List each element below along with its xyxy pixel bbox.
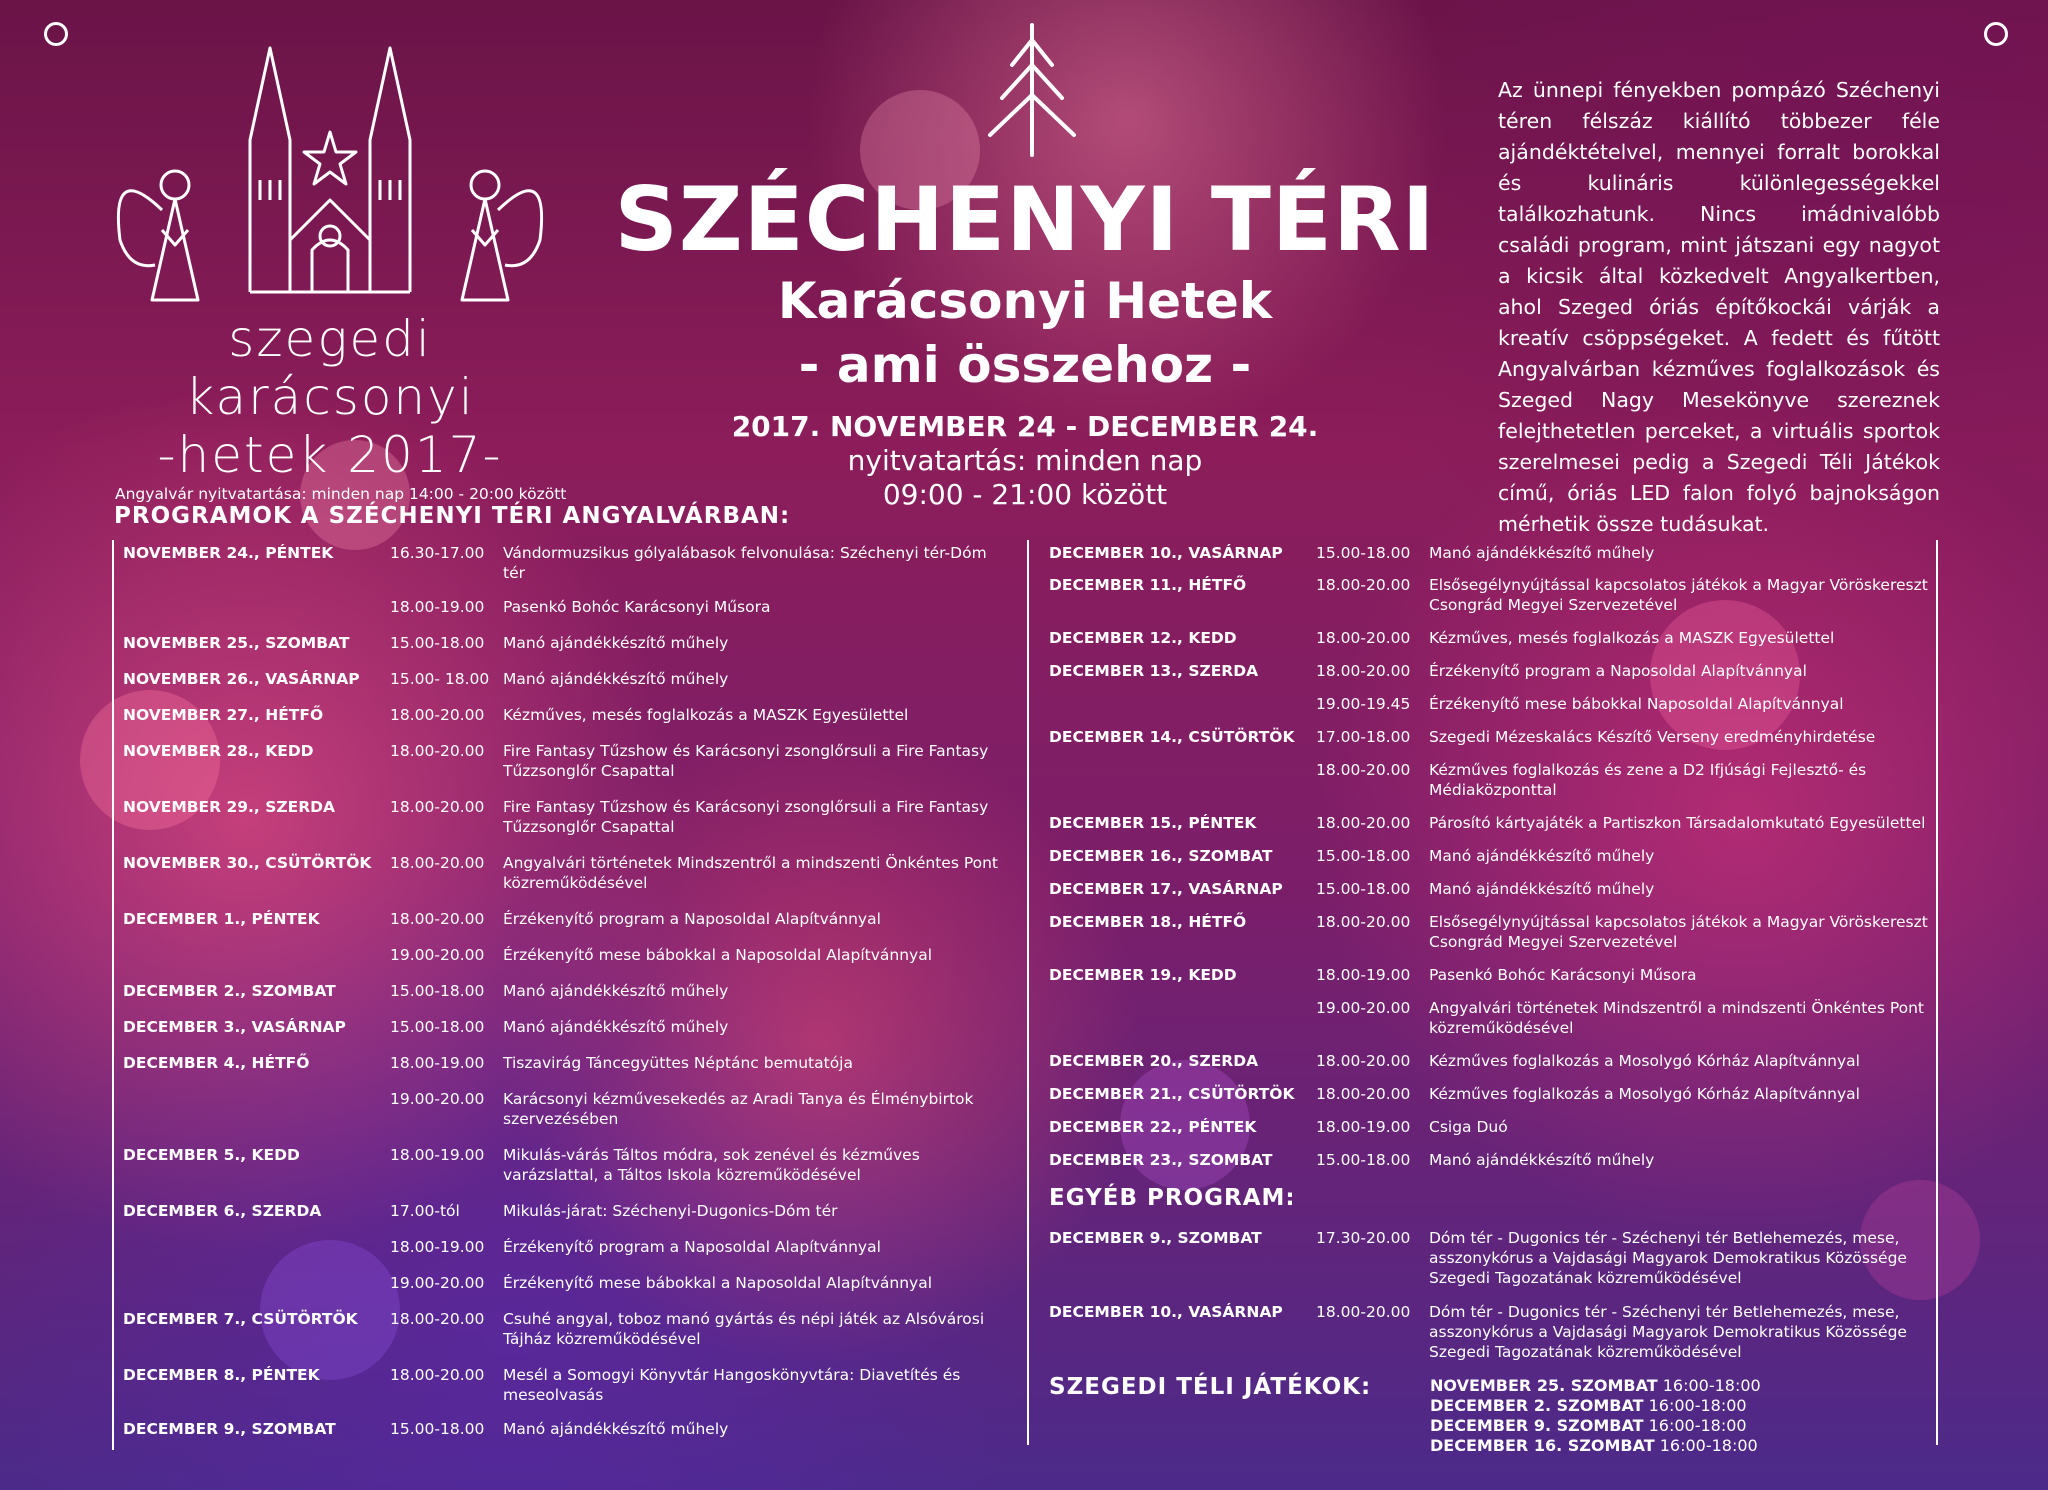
- schedule-program: Érzékenyítő program a Naposoldal Alapítvánnyal: [1429, 662, 1807, 680]
- schedule-time: 17.30-20.00: [1316, 1229, 1411, 1247]
- hanging-hole: [1984, 22, 2008, 46]
- schedule-time: 19.00-20.00: [390, 1090, 485, 1108]
- schedule-time: 15.00-18.00: [390, 634, 485, 652]
- schedule-day: DECEMBER 21., CSÜTÖRTÖK: [1049, 1085, 1295, 1103]
- winter-game-date: [1430, 1396, 1761, 1416]
- schedule-time: 17.00-18.00: [1316, 728, 1411, 746]
- schedule-program: Angyalvári történetek Mindszentről a mindszenti Önkéntes Pont közreműködésével: [503, 854, 999, 892]
- programs-heading: PROGRAMOK A SZÉCHENYI TÉRI ANGYALVÁRBAN:: [114, 503, 791, 529]
- schedule-day: DECEMBER 12., KEDD: [1049, 629, 1237, 647]
- winter-game-time: 16:00-18:00: [1648, 1416, 1747, 1435]
- schedule-program: Kézműves, mesés foglalkozás a MASZK Egyesülettel: [503, 706, 909, 724]
- schedule-program: Kézműves, mesés foglalkozás a MASZK Egyesülettel: [1429, 629, 1835, 647]
- schedule-day: NOVEMBER 26., VASÁRNAP: [123, 670, 360, 688]
- schedule-day: DECEMBER 10., VASÁRNAP: [1049, 544, 1283, 562]
- schedule-time: 17.00-tól: [390, 1202, 460, 1220]
- schedule-time: 18.00-20.00: [1316, 761, 1411, 779]
- middle-column-divider: [1027, 540, 1029, 1445]
- logo-line-1: szegedi karácsonyi: [185, 310, 475, 426]
- schedule-time: 19.00-19.45: [1316, 695, 1411, 713]
- schedule-time: 18.00-19.00: [390, 1238, 485, 1256]
- hanging-hole: [44, 22, 68, 46]
- schedule-time: 18.00-19.00: [390, 1054, 485, 1072]
- schedule-time: 18.00-20.00: [1316, 629, 1411, 647]
- schedule-day: DECEMBER 7., CSÜTÖRTÖK: [123, 1310, 358, 1328]
- winter-games-list: [1430, 1376, 1761, 1456]
- schedule-day: NOVEMBER 27., HÉTFŐ: [123, 706, 324, 724]
- schedule-day: DECEMBER 10., VASÁRNAP: [1049, 1303, 1283, 1321]
- winter-game-time: 16:00-18:00: [1648, 1396, 1747, 1415]
- schedule-day: DECEMBER 23., SZOMBAT: [1049, 1151, 1273, 1169]
- schedule-time: 18.00-20.00: [390, 854, 485, 872]
- schedule-program: Fire Fantasy Tűzshow és Karácsonyi zsonglőrsuli a Fire Fantasy Tűzzsonglőr Csapattal: [503, 742, 989, 780]
- schedule-program: Érzékenyítő mese bábokkal Naposoldal Alapítvánnyal: [1429, 695, 1844, 713]
- schedule-day: DECEMBER 2., SZOMBAT: [123, 982, 336, 1000]
- schedule-program: Csiga Duó: [1429, 1118, 1508, 1136]
- schedule-program: Angyalvári történetek Mindszentről a mindszenti Önkéntes Pont közreműködésével: [1429, 999, 1925, 1037]
- schedule-program: Érzékenyítő mese bábokkal a Naposoldal Alapítvánnyal: [503, 946, 933, 964]
- schedule-day: NOVEMBER 24., PÉNTEK: [123, 544, 334, 562]
- angyalvar-hours-note: Angyalvár nyitvatartása: minden nap 14:00 - 20:00 között: [115, 485, 567, 503]
- schedule-program: Manó ajándékkészítő műhely: [503, 1420, 729, 1438]
- intro-paragraph: Az ünnepi fényekben pompázó Széchenyi téren félszáz kiállító többezer féle ajándéktételvel, mennyei forralt borokkal és kulináris különlegességekkel találkozhatunk. Nincs imádnivalóbb családi program, mint játszani egy nagyot a kicsik által közkedvelt Angyalkertben, ahol Szeged óriás építőkockái várják a kreatív csöppségeket. A fedett és fűtött Angyalvárban kézműves foglalkozások és Szeged Nagy Mesekönyve szereznek felejthetetlen perceket, a virtuális sportok szerelmesei pedig a Szegedi Téli Játékok című, óriás LED falon folyó bajnokságon mérhetik össze tudásukat.: [1498, 78, 1940, 536]
- schedule-day: DECEMBER 22., PÉNTEK: [1049, 1118, 1257, 1136]
- winter-game-day: NOVEMBER 25. SZOMBAT: [1430, 1376, 1658, 1395]
- schedule-program: Mikulás-várás Táltos módra, sok zenével és kézműves varázslattal, a Táltos Iskola közreműködésével: [503, 1146, 920, 1184]
- christmas-tree-icon: [975, 20, 1090, 160]
- schedule-program: Manó ajándékkészítő műhely: [503, 670, 729, 688]
- schedule-time: 18.00-20.00: [1316, 1303, 1411, 1321]
- winter-game-time: 16:00-18:00: [1662, 1376, 1761, 1395]
- schedule-day: DECEMBER 16., SZOMBAT: [1049, 847, 1273, 865]
- schedule-time: 18.00-20.00: [390, 742, 485, 760]
- schedule-day: DECEMBER 3., VASÁRNAP: [123, 1018, 346, 1036]
- schedule-time: 15.00-18.00: [1316, 847, 1411, 865]
- schedule-day: DECEMBER 11., HÉTFŐ: [1049, 576, 1247, 594]
- schedule-day: DECEMBER 15., PÉNTEK: [1049, 814, 1257, 832]
- schedule-day: NOVEMBER 25., SZOMBAT: [123, 634, 350, 652]
- schedule-time: 15.00-18.00: [390, 982, 485, 1000]
- schedule-program: Fire Fantasy Tűzshow és Karácsonyi zsonglőrsuli a Fire Fantasy Tűzzsonglőr Csapattal: [503, 798, 989, 836]
- schedule-program: Mesél a Somogyi Könyvtár Hangoskönyvtára: Diavetítés és meseolvasás: [503, 1366, 961, 1404]
- schedule-time: 18.00-19.00: [390, 598, 485, 616]
- schedule-program: Manó ajándékkészítő műhely: [1429, 544, 1655, 562]
- schedule-program: Elsősegélynyújtással kapcsolatos játékok a Magyar Vöröskereszt Csongrád Megyei Szervezetével: [1429, 576, 1928, 614]
- schedule-day: DECEMBER 13., SZERDA: [1049, 662, 1259, 680]
- schedule-day: DECEMBER 18., HÉTFŐ: [1049, 913, 1247, 931]
- date-range: 2017. NOVEMBER 24 - DECEMBER 24.: [731, 410, 1319, 443]
- schedule-time: 18.00-20.00: [1316, 913, 1411, 931]
- schedule-day: DECEMBER 20., SZERDA: [1049, 1052, 1259, 1070]
- schedule-time: 19.00-20.00: [390, 946, 485, 964]
- opening-label: nyitvatartás: minden nap: [847, 444, 1203, 477]
- main-title: SZÉCHENYI TÉRI: [614, 168, 1436, 271]
- schedule-time: 18.00-20.00: [390, 1310, 485, 1328]
- schedule-day: DECEMBER 9., SZOMBAT: [1049, 1229, 1262, 1247]
- winter-game-day: DECEMBER 2. SZOMBAT: [1430, 1396, 1644, 1415]
- logo-line-2: -hetek 2017-: [157, 426, 503, 484]
- winter-game-date: [1430, 1436, 1761, 1456]
- schedule-time: 18.00-20.00: [390, 706, 485, 724]
- tagline: - ami összehoz -: [798, 336, 1252, 394]
- schedule-time: 18.00-20.00: [390, 910, 485, 928]
- schedule-program: Kézműves foglalkozás a Mosolygó Kórház Alapítvánnyal: [1429, 1052, 1860, 1070]
- winter-games-heading: SZEGEDI TÉLI JÁTÉKOK:: [1049, 1374, 1372, 1400]
- schedule-program: Pasenkó Bohóc Karácsonyi Műsora: [1429, 966, 1697, 984]
- schedule-time: 15.00- 18.00: [390, 670, 490, 688]
- schedule-day: DECEMBER 14., CSÜTÖRTÖK: [1049, 728, 1295, 746]
- schedule-time: 15.00-18.00: [1316, 880, 1411, 898]
- schedule-program: Manó ajándékkészítő műhely: [1429, 1151, 1655, 1169]
- schedule-program: Elsősegélynyújtással kapcsolatos játékok a Magyar Vöröskereszt Csongrád Megyei Szervezetével: [1429, 913, 1928, 951]
- schedule-time: 16.30-17.00: [390, 544, 485, 562]
- schedule-time: 15.00-18.00: [1316, 1151, 1411, 1169]
- schedule-day: DECEMBER 1., PÉNTEK: [123, 910, 320, 928]
- schedule-day: DECEMBER 5., KEDD: [123, 1146, 300, 1164]
- winter-game-time: 16:00-18:00: [1659, 1436, 1758, 1455]
- schedule-program: Manó ajándékkészítő műhely: [503, 634, 729, 652]
- schedule-time: 18.00-20.00: [1316, 1085, 1411, 1103]
- schedule-time: 18.00-19.00: [1316, 1118, 1411, 1136]
- opening-hours: 09:00 - 21:00 között: [882, 478, 1168, 511]
- logo-text: [100, 310, 560, 484]
- schedule-time: 18.00-19.00: [1316, 966, 1411, 984]
- schedule-program: Pasenkó Bohóc Karácsonyi Műsora: [503, 598, 771, 616]
- schedule-time: 15.00-18.00: [1316, 544, 1411, 562]
- schedule-program: Manó ajándékkészítő műhely: [1429, 880, 1655, 898]
- schedule-program: Párosító kártyajáték a Partiszkon Társadalomkutató Egyesülettel: [1429, 814, 1926, 832]
- schedule-program: Érzékenyítő program a Naposoldal Alapítvánnyal: [503, 1238, 881, 1256]
- schedule-program: Kézműves foglalkozás a Mosolygó Kórház Alapítvánnyal: [1429, 1085, 1860, 1103]
- schedule-time: 15.00-18.00: [390, 1420, 485, 1438]
- other-programs-heading: EGYÉB PROGRAM:: [1049, 1185, 1296, 1211]
- schedule-time: 15.00-18.00: [390, 1018, 485, 1036]
- schedule-time: 18.00-20.00: [1316, 662, 1411, 680]
- schedule-day: NOVEMBER 29., SZERDA: [123, 798, 336, 816]
- schedule-program: Manó ajándékkészítő műhely: [503, 1018, 729, 1036]
- schedule-program: Érzékenyítő program a Naposoldal Alapítvánnyal: [503, 910, 881, 928]
- schedule-program: Szegedi Mézeskalács Készítő Verseny eredményhirdetése: [1429, 728, 1876, 746]
- schedule-program: Vándormuzsikus gólyalábasok felvonulása: Széchenyi tér-Dóm tér: [503, 544, 987, 582]
- schedule-time: 18.00-20.00: [390, 798, 485, 816]
- schedule-day: NOVEMBER 28., KEDD: [123, 742, 314, 760]
- schedule-program: Kézműves foglalkozás és zene a D2 Ifjúsági Fejlesztő- és Médiaközponttal: [1429, 761, 1867, 799]
- winter-game-day: DECEMBER 16. SZOMBAT: [1430, 1436, 1655, 1455]
- schedule-program: Manó ajándékkészítő műhely: [1429, 847, 1655, 865]
- schedule-time: 18.00-20.00: [1316, 576, 1411, 594]
- schedule-day: DECEMBER 8., PÉNTEK: [123, 1366, 320, 1384]
- schedule-program: Manó ajándékkészítő műhely: [503, 982, 729, 1000]
- schedule-program: Karácsonyi kézművesekedés az Aradi Tanya és Élménybirtok szervezésében: [503, 1090, 974, 1128]
- schedule-day: DECEMBER 9., SZOMBAT: [123, 1420, 336, 1438]
- subtitle: Karácsonyi Hetek: [777, 272, 1273, 330]
- schedule-program: Érzékenyítő mese bábokkal a Naposoldal Alapítvánnyal: [503, 1274, 933, 1292]
- schedule-time: 18.00-20.00: [390, 1366, 485, 1384]
- schedule-time: 18.00-20.00: [1316, 1052, 1411, 1070]
- schedule-program: Dóm tér - Dugonics tér - Széchenyi tér Betlehemezés, mese, asszonykórus a Vajdasági Magyarok Demokratikus Közössége Szegedi Tagozatának közreműködésével: [1429, 1303, 1907, 1361]
- left-column-divider: [112, 540, 114, 1450]
- schedule-day: DECEMBER 19., KEDD: [1049, 966, 1237, 984]
- schedule-time: 19.00-20.00: [1316, 999, 1411, 1017]
- schedule-time: 18.00-19.00: [390, 1146, 485, 1164]
- schedule-time: 18.00-20.00: [1316, 814, 1411, 832]
- schedule-day: DECEMBER 6., SZERDA: [123, 1202, 322, 1220]
- right-column-divider: [1936, 540, 1938, 1445]
- schedule-program: Mikulás-járat: Széchenyi-Dugonics-Dóm tér: [503, 1202, 838, 1220]
- schedule-day: DECEMBER 17., VASÁRNAP: [1049, 880, 1283, 898]
- schedule-time: 19.00-20.00: [390, 1274, 485, 1292]
- schedule-program: Tiszavirág Táncegyüttes Néptánc bemutatója: [503, 1054, 853, 1072]
- schedule-program: Csuhé angyal, toboz manó gyártás és népi játék az Alsóvárosi Tájház közreműködésével: [503, 1310, 985, 1348]
- schedule-program: Dóm tér - Dugonics tér - Széchenyi tér Betlehemezés, mese, asszonykórus a Vajdasági Magyarok Demokratikus Közössége Szegedi Tagozatának közreműködésével: [1429, 1229, 1907, 1287]
- winter-game-day: DECEMBER 9. SZOMBAT: [1430, 1416, 1644, 1435]
- winter-game-date: [1430, 1416, 1761, 1436]
- schedule-day: NOVEMBER 30., CSÜTÖRTÖK: [123, 854, 372, 872]
- winter-game-date: [1430, 1376, 1761, 1396]
- schedule-day: DECEMBER 4., HÉTFŐ: [123, 1054, 310, 1072]
